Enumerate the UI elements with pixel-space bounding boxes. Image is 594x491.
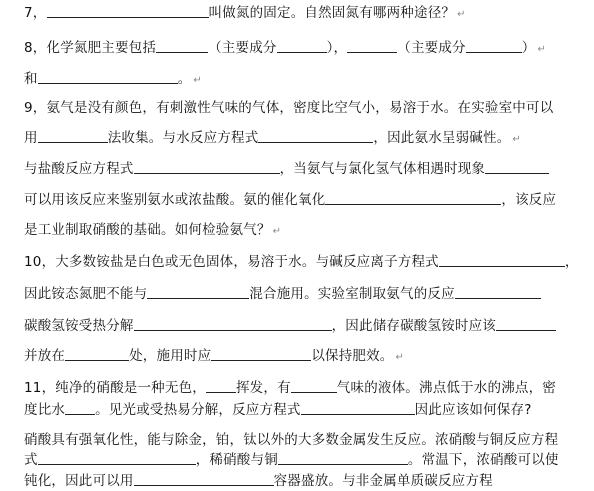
text-segment: 挥发，有 bbox=[235, 380, 291, 396]
text-segment: 处，施用时应 bbox=[129, 348, 212, 364]
question-9-line bbox=[24, 96, 553, 116]
text-segment: ，该反应 bbox=[501, 192, 557, 208]
answer-blank[interactable] bbox=[325, 192, 501, 205]
question-number: 7， bbox=[24, 5, 47, 21]
question-11-line-5 bbox=[24, 469, 493, 489]
text-segment: 。常温下，浓硝酸可以使 bbox=[407, 452, 559, 468]
text-segment: 是工业制取硝酸的基础。如何检验氨气？ bbox=[24, 222, 271, 238]
answer-blank[interactable] bbox=[156, 40, 208, 53]
answer-blank[interactable] bbox=[277, 40, 327, 53]
text-segment: 可以用该反应来鉴别氨水或浓盐酸。氨的催化氧化 bbox=[24, 192, 326, 208]
answer-blank[interactable] bbox=[38, 71, 178, 84]
text-segment: 用 bbox=[24, 130, 38, 146]
answer-blank[interactable] bbox=[466, 40, 522, 53]
text-segment: 容器盛放。与非金属单质碳反应方程 bbox=[273, 473, 493, 489]
text-segment: 钝化，因此可以用 bbox=[24, 473, 134, 489]
text-segment: 以保持肥效。 bbox=[311, 348, 394, 364]
answer-blank[interactable] bbox=[347, 40, 397, 53]
text-segment: 10，大多数铵盐是白色或无色固体，易溶于水。与碱反应离子方程式 bbox=[24, 254, 439, 270]
text-segment: 和 bbox=[24, 71, 38, 87]
answer-blank[interactable] bbox=[278, 452, 408, 465]
text-segment: 气味的液体。沸点低于水的沸点，密 bbox=[336, 380, 556, 396]
text-segment: 硝酸具有强氧化性，能与除金，铂，钛以外的大多数金属发生反应。浓硝酸与铜反应方程 bbox=[24, 432, 559, 448]
text-segment: 。见光或受热易分解，反应方程式 bbox=[95, 402, 301, 418]
question-11-line-4 bbox=[24, 448, 559, 468]
text-segment: （主要成分 bbox=[208, 40, 277, 56]
answer-blank[interactable] bbox=[291, 380, 337, 393]
question-7-line bbox=[24, 1, 466, 21]
text-segment: ，当氨气与氯化氢气体相遇时现象 bbox=[279, 161, 486, 177]
answer-blank[interactable] bbox=[38, 452, 196, 465]
question-11-line-2 bbox=[24, 398, 532, 418]
question-9-line-3 bbox=[24, 157, 549, 177]
answer-blank[interactable] bbox=[65, 402, 95, 415]
answer-blank[interactable] bbox=[258, 130, 373, 143]
question-10-line-2 bbox=[24, 282, 541, 302]
text-segment: 度比水 bbox=[24, 402, 66, 418]
paragraph-mark-icon: ↵ bbox=[512, 134, 521, 145]
question-9-line-4 bbox=[24, 188, 556, 208]
text-segment: 并放在 bbox=[24, 348, 66, 364]
text-segment: ，因此氨水呈弱碱性。 bbox=[373, 130, 511, 146]
question-8-continued bbox=[24, 67, 202, 87]
answer-blank[interactable] bbox=[38, 130, 108, 143]
text-segment: 。 bbox=[177, 71, 192, 87]
answer-blank[interactable] bbox=[134, 318, 332, 331]
answer-blank[interactable] bbox=[47, 5, 209, 18]
answer-blank[interactable] bbox=[134, 161, 280, 174]
text-segment: 法收集。与水反应方程式 bbox=[107, 130, 259, 146]
text-segment: ， bbox=[564, 254, 579, 270]
text-segment: 混合施用。实验室制取氨气的反应 bbox=[249, 286, 455, 302]
text-segment: ，因此储存碳酸氢铵时应该 bbox=[331, 318, 497, 334]
question-10-line-3 bbox=[24, 314, 556, 334]
question-11-line-3 bbox=[24, 428, 558, 448]
text-segment: 碳酸氢铵受热分解 bbox=[24, 318, 134, 334]
text-segment: 8，化学氮肥主要包括 bbox=[24, 40, 157, 56]
text-segment: ，稀硝酸与铜 bbox=[195, 452, 278, 468]
text-segment: 11，纯净的硝酸是一种无色， bbox=[24, 380, 206, 396]
paragraph-mark-icon: ↵ bbox=[395, 352, 405, 363]
question-10-line-4 bbox=[24, 344, 404, 364]
answer-blank[interactable] bbox=[485, 161, 549, 174]
answer-blank[interactable] bbox=[206, 380, 236, 393]
answer-blank[interactable] bbox=[65, 348, 129, 361]
text-segment: ） bbox=[521, 40, 536, 56]
text-segment: 因此应该如何保存? bbox=[414, 402, 532, 418]
question-11-line bbox=[24, 376, 556, 396]
question-10-line bbox=[24, 250, 579, 270]
text-segment: （主要成分 bbox=[397, 40, 466, 56]
text-segment: 9，氨气是没有颜色，有刺激性气味的气体，密度比空气小，易溶于水。在实验室中可以 bbox=[24, 100, 554, 116]
text-segment: ）， bbox=[326, 40, 348, 56]
answer-blank[interactable] bbox=[211, 348, 311, 361]
text-segment: 因此铵态氮肥不能与 bbox=[24, 286, 148, 302]
answer-blank[interactable] bbox=[496, 318, 556, 331]
text-segment: 与盐酸反应方程式 bbox=[24, 161, 134, 177]
paragraph-mark-icon: ↵ bbox=[457, 9, 466, 20]
text-segment: 式 bbox=[24, 452, 38, 468]
question-8-line bbox=[24, 36, 546, 56]
answer-blank[interactable] bbox=[455, 286, 541, 299]
paragraph-mark-icon: ↵ bbox=[193, 75, 202, 86]
question-9-line-2 bbox=[24, 126, 521, 146]
answer-blank[interactable] bbox=[134, 473, 274, 486]
text-segment: 叫做氮的固定。自然固氮有哪两种途径？ bbox=[208, 5, 456, 21]
paragraph-mark-icon: ↵ bbox=[272, 226, 282, 237]
paragraph-mark-icon: ↵ bbox=[537, 44, 547, 55]
answer-blank[interactable] bbox=[301, 402, 415, 415]
question-9-line-5 bbox=[24, 218, 281, 238]
answer-blank[interactable] bbox=[439, 254, 565, 267]
answer-blank[interactable] bbox=[147, 286, 249, 299]
